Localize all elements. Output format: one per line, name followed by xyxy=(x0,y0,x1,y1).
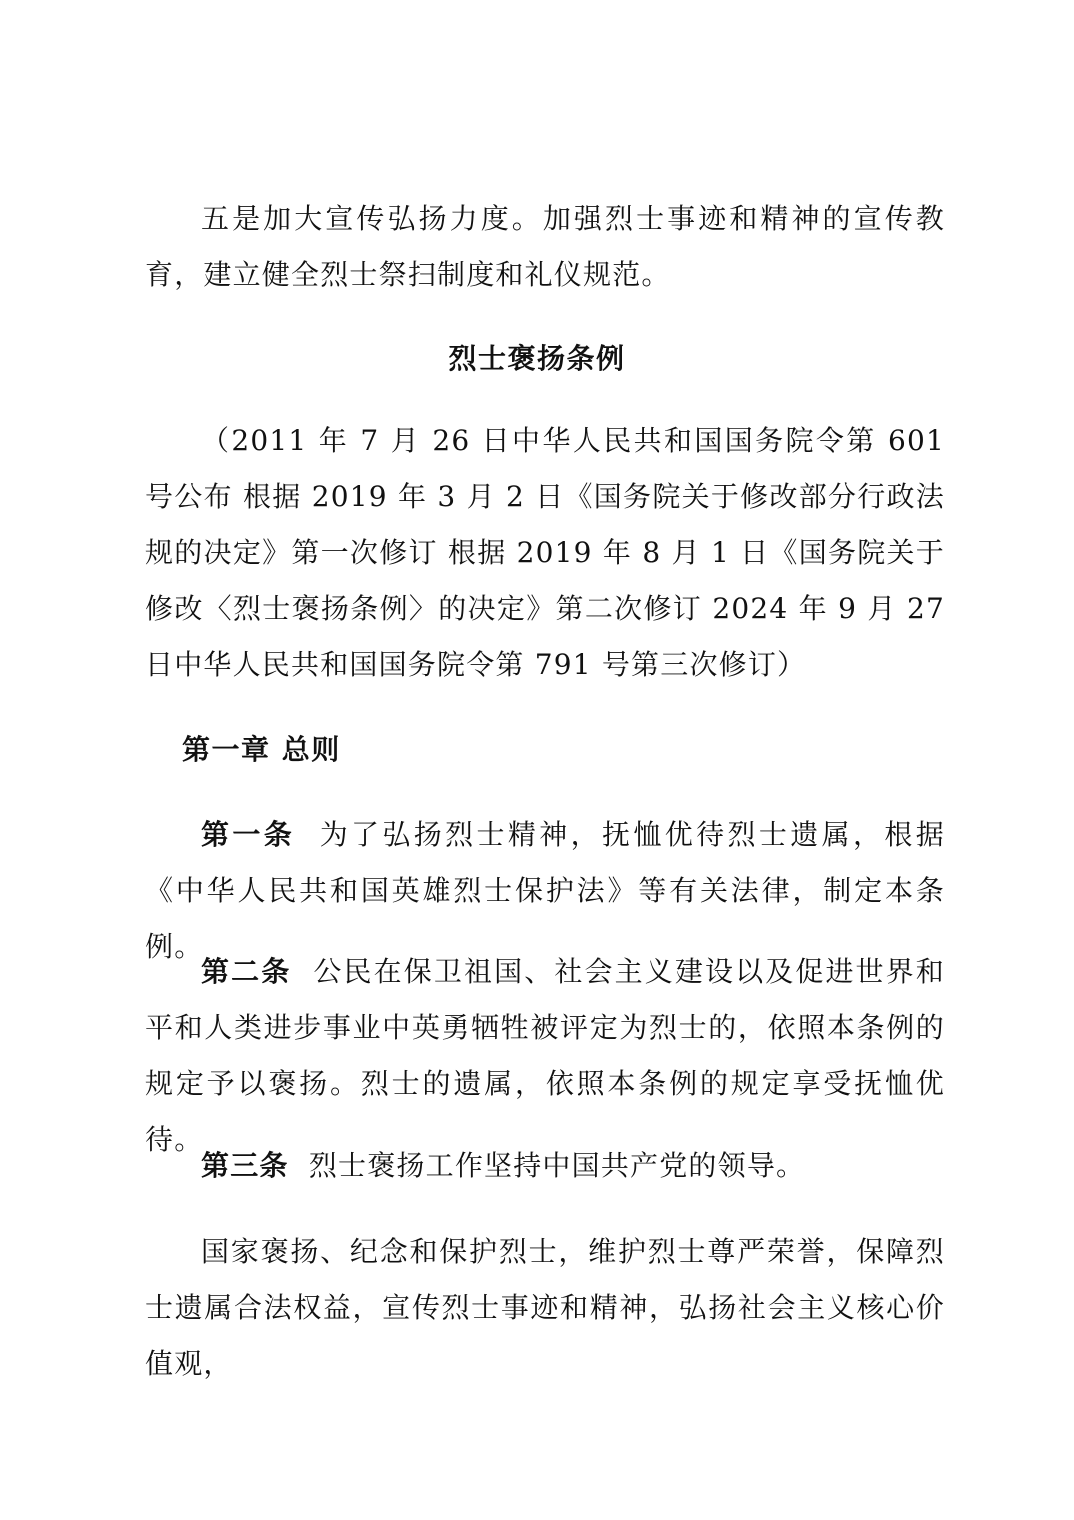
intro-paragraph: 五是加大宣传弘扬力度。加强烈士事迹和精神的宣传教育，建立健全烈士祭扫制度和礼仪规范。 xyxy=(145,202,945,291)
article-3-text: 烈士褒扬工作坚持中国共产党的领导。 xyxy=(308,1149,806,1182)
article-1-label: 第一条 xyxy=(201,818,296,851)
article-3-label: 第三条 xyxy=(201,1149,289,1182)
article-3 xyxy=(145,1138,945,1194)
article-1-text: 为了弘扬烈士精神，抚恤优待烈士遗属，根据《中华人民共和国英雄烈士保护法》等有关法律，制定本条例。 xyxy=(145,818,945,963)
article-2-text: 公民在保卫祖国、社会主义建设以及促进世界和平和人类进步事业中英勇牺牲被评定为烈士的，依照本条例的规定予以褒扬。烈士的遗属，依照本条例的规定享受抚恤优待。 xyxy=(145,955,945,1156)
article-2-label: 第二条 xyxy=(201,955,292,988)
regulation-title: 烈士褒扬条例 xyxy=(448,342,626,375)
chapter-heading: 第一章 总则 xyxy=(182,733,341,766)
article-3-paragraph-2: 国家褒扬、纪念和保护烈士，维护烈士尊严荣誉，保障烈士遗属合法权益，宣传烈士事迹和精神，弘扬社会主义核心价值观， xyxy=(145,1235,945,1380)
article-2 xyxy=(145,944,945,1168)
regulation-history-note: （2011 年 7 月 26 日中华人民共和国国务院令第 601 号公布 根据 2019 年 3 月 2 日《国务院关于修改部分行政法规的决定》第一次修订 根据 2019 年 8 月 1 日《国务院关于修改〈烈士褒扬条例〉的决定》第二次修订 2024 年 9 月 27 日中华人民共和国国务院令第 791 号第三次修订） xyxy=(145,424,945,681)
